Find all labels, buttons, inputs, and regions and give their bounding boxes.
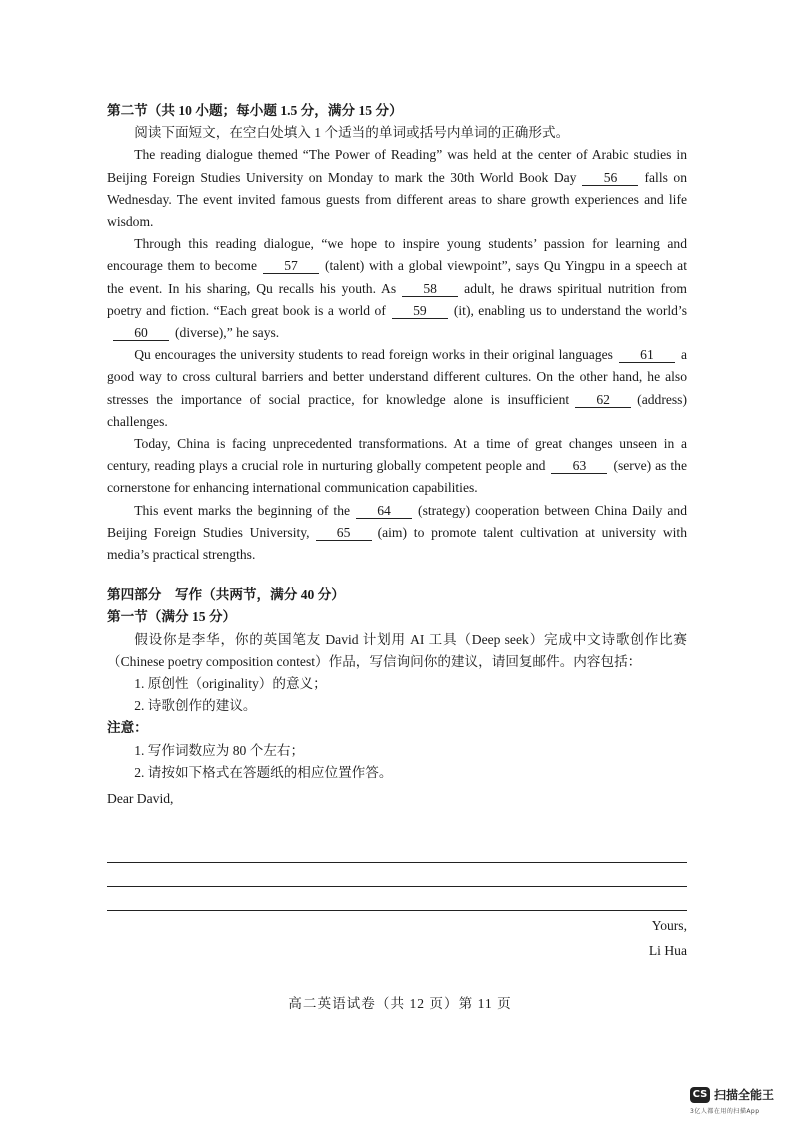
camscanner-logo-icon: CS [690, 1087, 710, 1103]
content-item: 1. 原创性（originality）的意义； [134, 676, 327, 692]
answer-blank-59[interactable]: 59 [392, 303, 448, 319]
passage-paragraph [107, 344, 687, 433]
passage-text: (it), enabling us to understand the world’s [453, 302, 687, 318]
answer-blank-56[interactable]: 56 [582, 170, 638, 186]
note-item: 2. 请按如下格式在答题纸的相应位置作答。 [134, 764, 393, 780]
answer-blank-61[interactable]: 61 [619, 347, 675, 363]
exam-page [107, 100, 687, 810]
answer-blank-62[interactable]: 62 [575, 392, 631, 408]
passage-text: (serve) as the cornerstone for enhancing international communication capabilities. [107, 458, 687, 496]
part4-section1-title: 第一节（满分 15 分） [107, 609, 237, 625]
passage-text: adult, he draws spiritual nutrition from poetry and fiction. “Each great book is a world of [107, 280, 687, 318]
part4-title: 第四部分 写作（共两节，满分 40 分） [107, 587, 345, 603]
passage-text: falls on Wednesday. The event invited famous guests from different areas to share growth experiences and life wisdom. [107, 169, 687, 230]
passage-text: The reading dialogue themed “The Power of Reading” was held at the center of Arabic studies in Beijing Foreign Studies University on Monday to mark the 30th World Book Day [107, 147, 687, 185]
scanner-watermark [690, 1086, 800, 1115]
passage-text: This event marks the beginning of the [134, 502, 351, 518]
passage [107, 144, 687, 566]
section2-title: 第二节（共 10 小题；每小题 1.5 分，满分 15 分） [107, 103, 403, 118]
answer-line[interactable] [107, 862, 687, 863]
passage-paragraph [107, 144, 687, 233]
passage-text: (address) challenges. [107, 391, 687, 429]
passage-paragraph [107, 500, 687, 567]
passage-text: (talent) with a global viewpoint”, says Qu Yingpu in a speech at the event. In his sharing, Qu recalls his youth. As [107, 258, 687, 296]
salutation: Dear David, [107, 791, 174, 807]
passage-text: Qu encourages the university students to read foreign works in their original languages [134, 347, 613, 363]
passage-paragraph [107, 233, 687, 344]
signature: Li Hua [648, 943, 687, 958]
passage-text: Today, China is facing unprecedented transformations. At a time of great changes unseen in a century, reading plays a crucial role in nurturing globally competent people and [107, 436, 687, 474]
section2-instruction: 阅读下面短文，在空白处填入 1 个适当的单词或括号内单词的正确形式。 [134, 125, 570, 141]
answer-blank-64[interactable]: 64 [356, 503, 412, 519]
answer-blank-63[interactable]: 63 [551, 458, 607, 474]
watermark-tagline: 3亿人都在用的扫描App [690, 1108, 760, 1115]
notes-title: 注意： [107, 720, 148, 736]
passage-text: (diverse),” he says. [175, 325, 280, 341]
content-item: 2. 诗歌创作的建议。 [134, 698, 257, 714]
watermark-name: 扫描全能王 [714, 1088, 775, 1102]
answer-blank-60[interactable]: 60 [113, 325, 169, 341]
passage-text: Through this reading dialogue, “we hope to inspire young students’ passion for learning and encourage them to become [107, 236, 687, 274]
passage-paragraph [107, 433, 687, 500]
passage-text: (strategy) cooperation between China Daily and Beijing Foreign Studies University, [107, 502, 687, 540]
passage-text: (aim) to promote talent cultivation at university with media’s practical strengths. [107, 524, 687, 563]
answer-line[interactable] [107, 910, 687, 911]
closing: Yours, [651, 918, 687, 933]
passage-text: a good way to cross cultural barriers and better understand different cultures. On the other hand, he also stresses the importance of social practice, for knowledge alone is insufficient [107, 347, 687, 407]
writing-prompt: 假设你是李华，你的英国笔友 David 计划用 AI 工具（Deep seek）完成中文诗歌创作比赛（Chinese poetry composition contest）作品，写信询问你的建议，请回复邮件。内容包括： [107, 631, 687, 669]
answer-blank-58[interactable]: 58 [402, 281, 458, 297]
answer-blank-65[interactable]: 65 [316, 525, 372, 541]
answer-line[interactable] [107, 886, 687, 887]
answer-lines [107, 862, 687, 934]
answer-blank-57[interactable]: 57 [263, 258, 319, 274]
note-item: 1. 写作词数应为 80 个左右； [134, 742, 305, 758]
page-footer: 高二英语试卷（共 12 页）第 11 页 [288, 996, 512, 1011]
